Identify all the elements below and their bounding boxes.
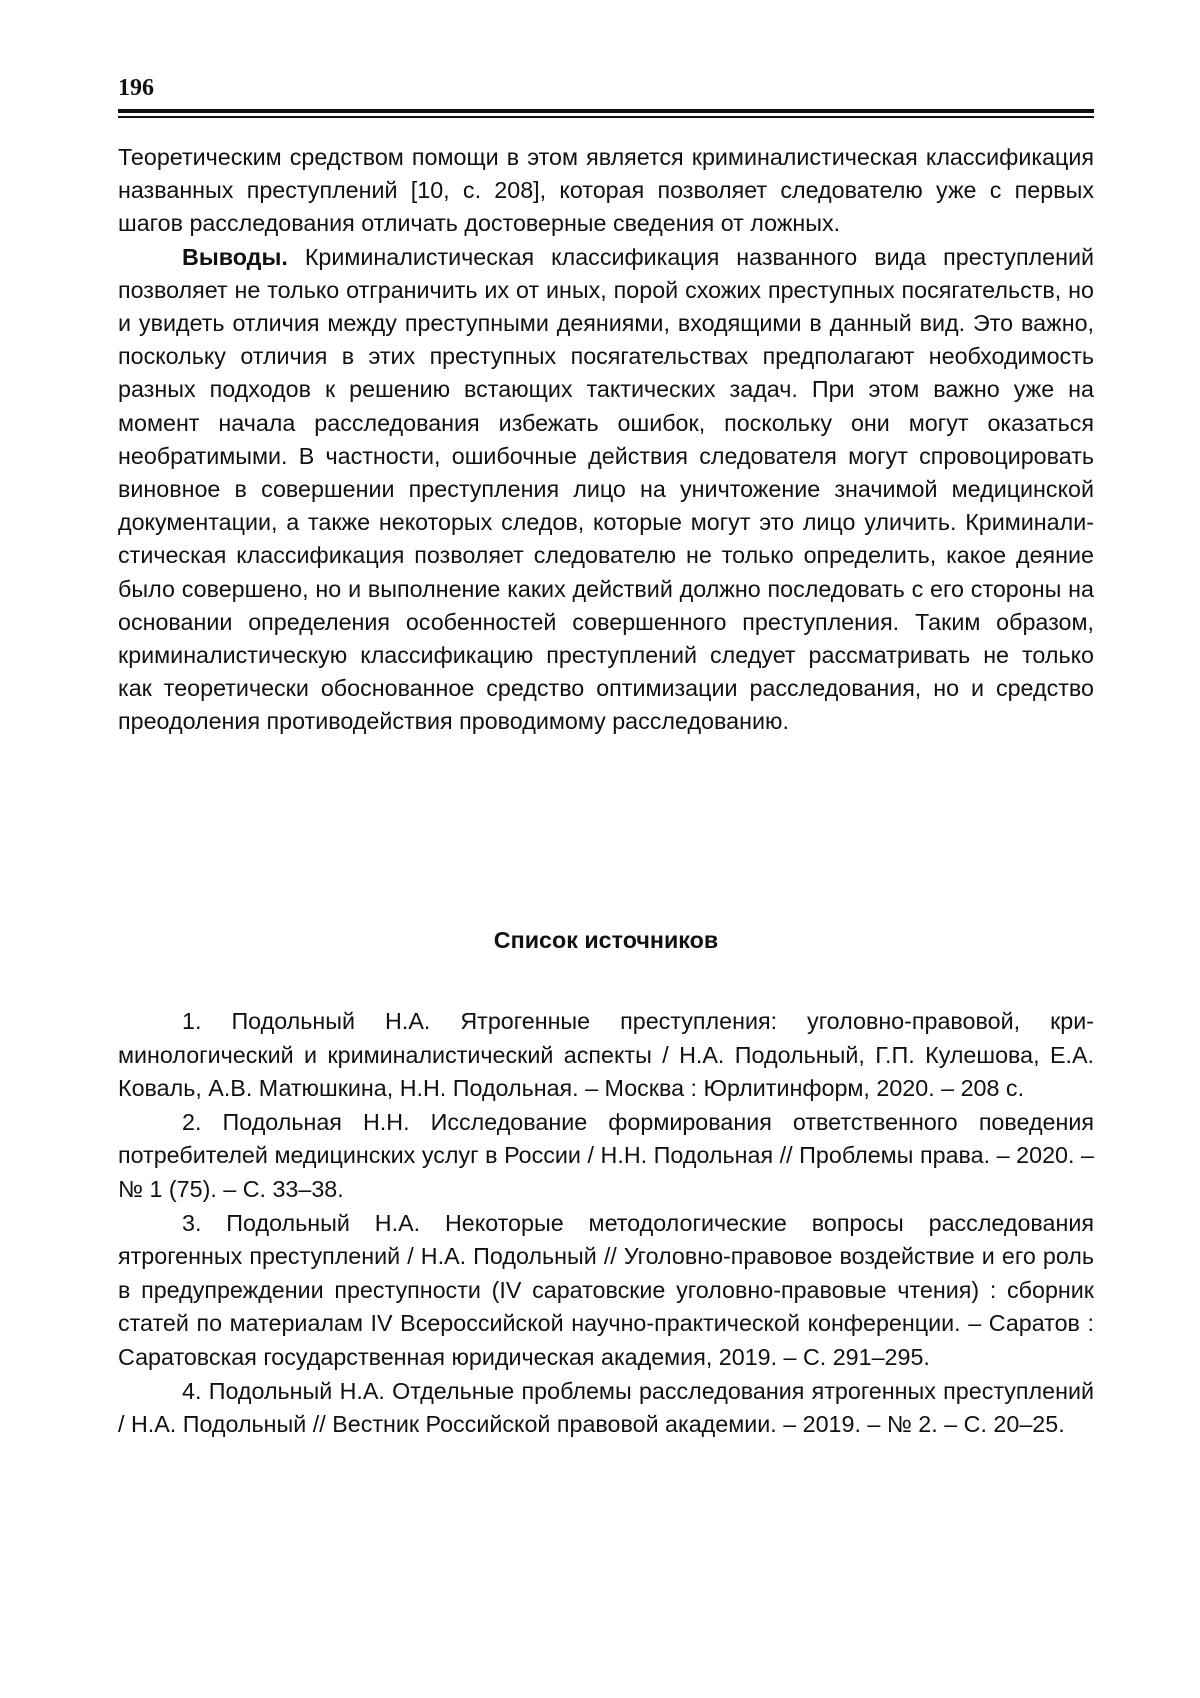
references-title: Список источников: [493, 927, 719, 953]
paragraph-intro: Теоретическим средством помощи в этом является криминалистическая классификация названных преступлений [10, с. 208], которая позволяет следователю уже с первых шагов расследования отличать достоверные сведения от ложных.: [118, 144, 1094, 237]
body-text: [118, 141, 1094, 739]
page-number: 196: [118, 75, 154, 101]
paragraph-conclusions: [118, 241, 1094, 739]
reference-item: 2. Подольная Н.Н. Исследование формирования ответственного поведения потребителей медицинских услуг в России / Н.Н. Подольная // Проблемы права. – 2020. – № 1 (75). – С. 33–38.: [118, 1108, 1094, 1202]
reference-item: 3. Подольный Н.А. Некоторые методологические вопросы расследования ятрогенных преступлений / Н.А. Подольный // Уголовно-правовое воздействие и его роль в предупреждении преступности (IV саратовские уголовно-правовые чтения) : сборник статей по материалам IV Всероссийской научно-практической конференции. – Саратов : Саратовская государственная юридическая академия, 2019. – С. 291–295.: [118, 1209, 1094, 1370]
header-rule-thick: [118, 109, 1094, 113]
header-rule-thin: [118, 116, 1094, 118]
references-list: [118, 1005, 1094, 1442]
conclusions-text: Криминалистическая классификация названного вида преступлений позволяет не только отграничить их от иных, порой схожих преступных посягательств, но и увидеть отличия между преступными деяниями, входящими в данный вид. Это важно, поскольку отличия в этих преступных посягательствах предполагают необходимость разных подходов к решению встающих тактических задач. При этом важно уже на момент начала расследования избежать ошибок, поскольку они могут оказаться необратимыми. В частности, ошибочные действия следователя могут спровоцировать виновное в совершении преступления лицо на уничтожение значимой медицинской документации, а также некоторых следов, которые могут это лицо уличить. Криминалистическая классификация позволяет следователю не только определить, какое деяние было совершено, но и выполнение каких действий должно последовать с его стороны на основании определения особенностей совершенного преступления. Таким образом, криминалистическую классификацию преступлений следует рассматривать не только как теоретически обоснованное средство оптимизации расследования, но и средство преодоления противодействия проводимому расследованию.: [118, 243, 1094, 735]
reference-item: 1. Подольный Н.А. Ятрогенные преступления: уголовно-правовой, криминологический и криминалистический аспекты / Н.А. Подольный, Г.П. Кулешова, Е.А. Коваль, А.В. Матюшкина, Н.Н. Подольная. – Москва : Юрлитинформ, 2020. – 208 с.: [118, 1008, 1094, 1102]
header-rule: [118, 109, 1094, 119]
conclusions-label: Выводы.: [182, 243, 288, 270]
reference-item: 4. Подольный Н.А. Отдельные проблемы расследования ятрогенных преступлений / Н.А. Подольный // Вестник Российской правовой академии. – 2019. – № 2. – С. 20–25.: [118, 1377, 1094, 1438]
